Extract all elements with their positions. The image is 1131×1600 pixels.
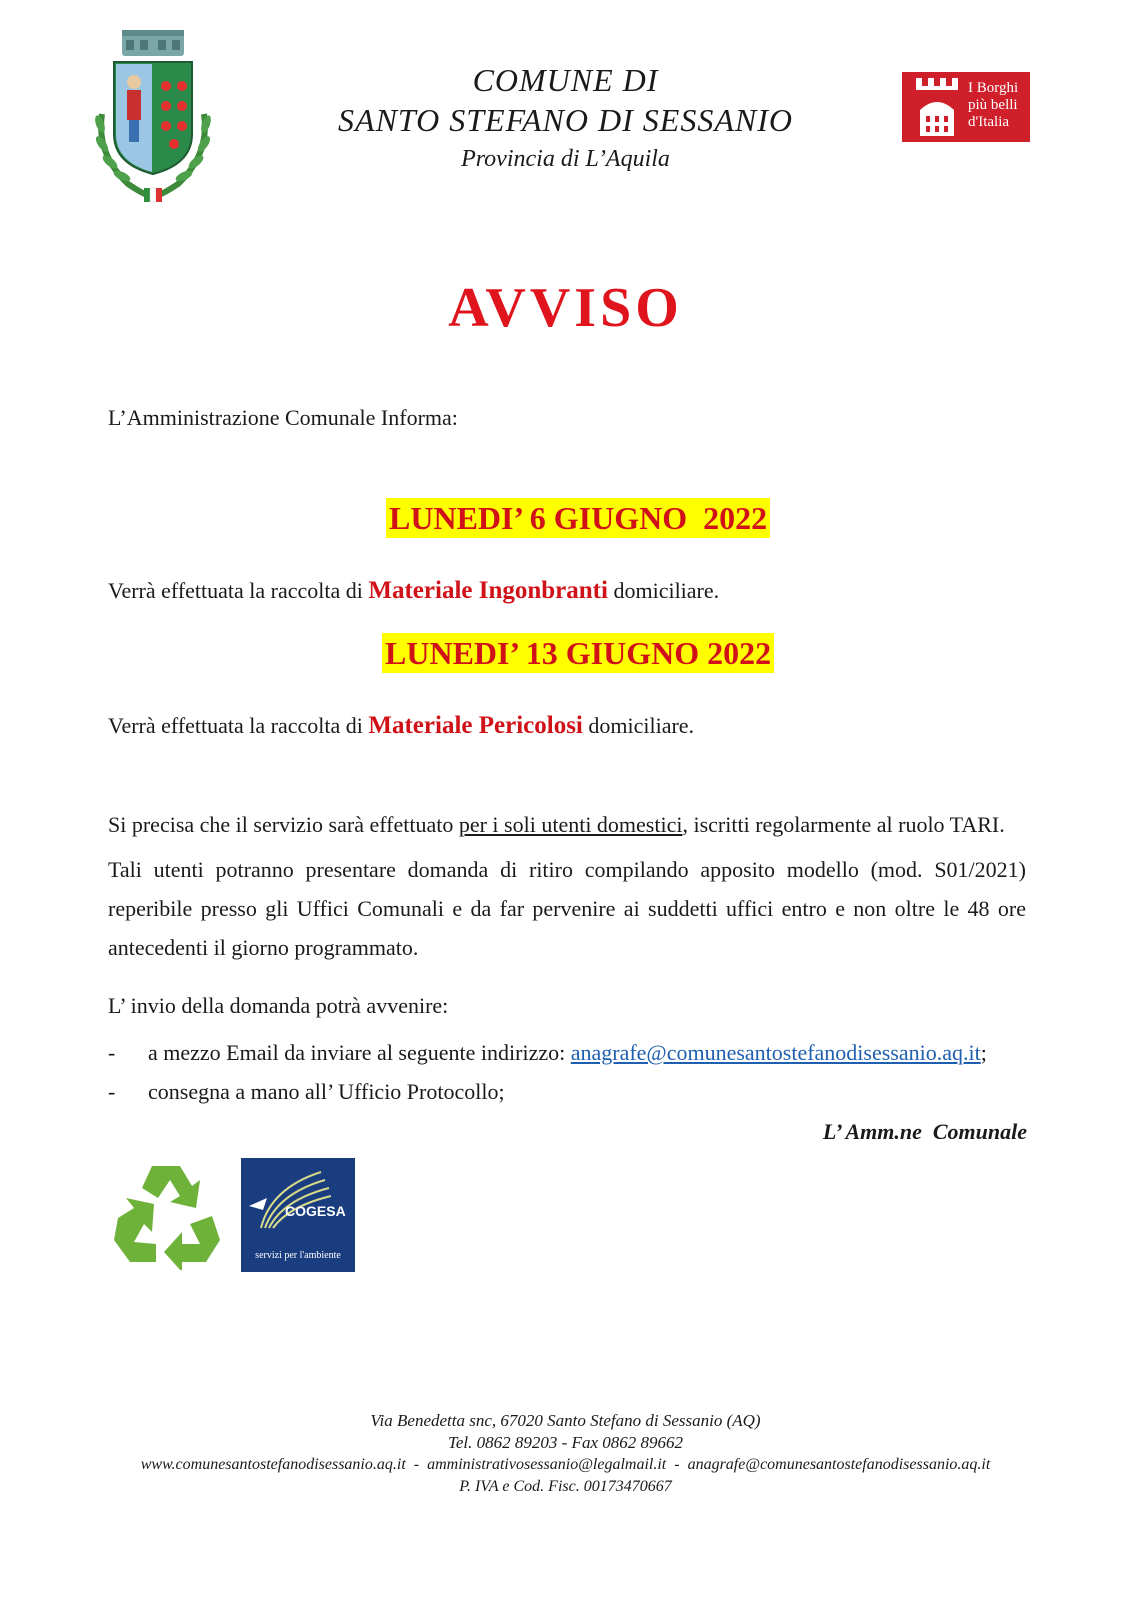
list-text: a mezzo Email da inviare al seguente indirizzo: bbox=[148, 1040, 571, 1065]
collection-date-2 bbox=[382, 635, 774, 672]
material-type: Materiale Ingonbranti bbox=[368, 577, 608, 604]
list-item-hand-delivery bbox=[108, 1079, 505, 1105]
list-item-email bbox=[108, 1040, 987, 1066]
email-link[interactable]: anagrafe@comunesantostefanodisessanio.aq.it bbox=[570, 1040, 981, 1065]
footer-phone: Tel. 0862 89203 - Fax 0862 89662 bbox=[447, 1433, 683, 1452]
service-note-paragraph bbox=[108, 812, 1026, 838]
recycle-icon bbox=[108, 1158, 223, 1270]
request-instructions-paragraph: Tali utenti potranno presentare domanda di ritiro compilando apposito modello (mod. S01/2021) reperibile presso gli Uffici Comunali e da far pervenire ai suddetti uffici entro e non oltre le 48 ore antecedenti il giorno programmato. bbox=[108, 857, 1026, 960]
collection-text: domiciliare. bbox=[607, 578, 720, 603]
collection-description-1 bbox=[108, 577, 719, 605]
municipality-title-line1: COMUNE DI bbox=[472, 62, 659, 98]
footer-address: Via Benedetta snc, 67020 Santo Stefano di Sessanio (AQ) bbox=[370, 1411, 761, 1430]
collection-description-2 bbox=[108, 712, 694, 740]
paragraph-text: , iscritti regolarmente al ruolo TARI. bbox=[682, 812, 1005, 837]
footer-web-contacts: www.comunesantostefanodisessanio.aq.it - amministrativosessanio@legalmail.it - anagrafe@comunesantostefanodisessanio.aq.it bbox=[140, 1456, 991, 1473]
bullet-dash: - bbox=[108, 1040, 116, 1065]
collection-date-1 bbox=[386, 500, 770, 537]
list-text: ; bbox=[980, 1040, 987, 1065]
cogesa-tagline: servizi per l'ambiente bbox=[255, 1250, 341, 1261]
submission-intro: L’ invio della domanda potrà avvenire: bbox=[108, 993, 449, 1018]
list-text: consegna a mano all’ Ufficio Protocollo; bbox=[148, 1079, 505, 1104]
borghi-piu-belli-logo: I Borghi più belli d'Italia bbox=[902, 72, 1030, 142]
bullet-dash: - bbox=[108, 1079, 116, 1104]
province-subtitle: Provincia di L’Aquila bbox=[461, 146, 670, 172]
cogesa-name: COGESA bbox=[285, 1203, 346, 1219]
date-highlight: LUNEDI’ 13 GIUGNO 2022 bbox=[382, 633, 774, 673]
signature: L’ Amm.ne Comunale bbox=[822, 1119, 1027, 1144]
material-type: Materiale Pericolosi bbox=[368, 712, 583, 739]
underlined-text: per i soli utenti domestici bbox=[458, 812, 683, 837]
paragraph-text: Si precisa che il servizio sarà effettuato bbox=[108, 812, 459, 837]
collection-text: domiciliare. bbox=[582, 713, 695, 738]
municipality-title-line2: SANTO STEFANO DI SESSANIO bbox=[338, 102, 793, 138]
date-highlight: LUNEDI’ 6 GIUGNO 2022 bbox=[386, 498, 770, 538]
notice-title: AVVISO bbox=[448, 277, 683, 339]
cogesa-logo bbox=[241, 1158, 355, 1272]
collection-text: Verrà effettuata la raccolta di bbox=[108, 713, 369, 738]
intro-text: L’Amministrazione Comunale Informa: bbox=[108, 405, 458, 430]
collection-text: Verrà effettuata la raccolta di bbox=[108, 578, 369, 603]
footer-vat: P. IVA e Cod. Fisc. 00173470667 bbox=[459, 1478, 672, 1495]
